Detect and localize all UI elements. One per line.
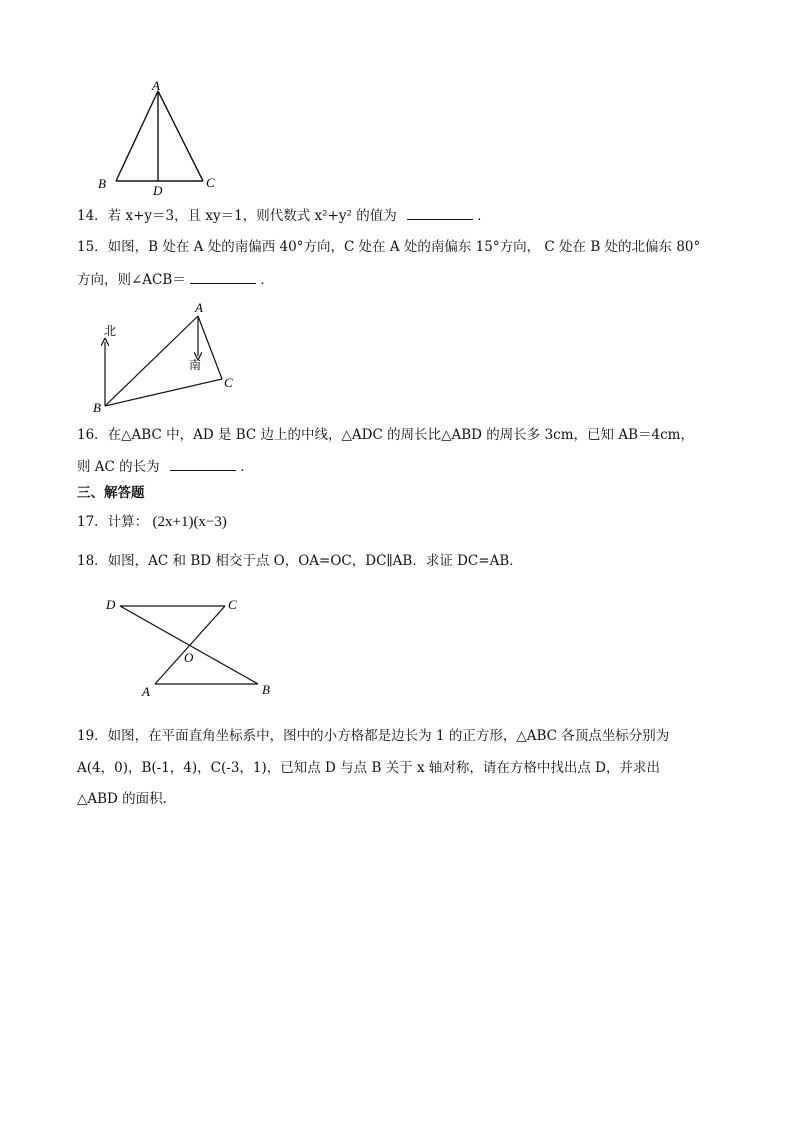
figure-triangle-median <box>90 76 230 198</box>
segment-ba <box>105 316 198 406</box>
label-a: A <box>142 684 150 699</box>
section-heading: 三、解答题 <box>77 485 145 501</box>
segment-db <box>120 606 258 684</box>
question-19-line-2: A(4，0)，B(-1，4)，C(-3，1)，已知点 D 与点 B 关于 x 轴对称，请在方格中找出点 D，并求出 <box>77 760 660 776</box>
label-a: A <box>152 78 160 93</box>
question-14-text: 14．若 x+y＝3，且 xy＝1，则代数式 x²+y² 的值为 <box>77 208 397 224</box>
label-c: C <box>206 175 215 190</box>
expression-left: (2x+1) <box>152 514 194 530</box>
question-14: 14．若 x+y＝3，且 xy＝1，则代数式 x²+y² 的值为 ． <box>77 208 491 224</box>
label-d: D <box>106 597 116 612</box>
label-c: C <box>228 597 237 612</box>
question-19-line-3: △ABD 的面积． <box>77 791 177 807</box>
figure-bearings <box>85 296 245 418</box>
north-label: 北 <box>104 324 117 338</box>
label-b: B <box>262 682 270 697</box>
expression-right: (x−3) <box>193 514 227 530</box>
question-18: 18．如图，AC 和 BD 相交于点 O，OA=OC，DC∥AB．求证 DC=AB． <box>77 553 523 569</box>
label-a: A <box>195 300 203 315</box>
answer-blank-16[interactable] <box>170 457 236 471</box>
question-16-line-2: 则 AC 的长为 ． <box>77 459 254 475</box>
label-c: C <box>224 375 233 390</box>
question-15-line-1: 15．如图，B 处在 A 处的南偏西 40°方向，C 处在 A 处的南偏东 15°方向， C 处在 B 处的北偏东 80° <box>77 239 701 255</box>
question-19-line-1: 19．如图，在平面直角坐标系中，图中的小方格都是边长为 1 的正方形，△ABC 各顶点坐标分别为 <box>77 728 670 744</box>
answer-blank-14[interactable] <box>407 206 473 220</box>
segment-bc <box>105 379 222 406</box>
answer-blank-15[interactable] <box>190 270 256 284</box>
figure-intersecting-segments <box>100 592 290 702</box>
side-ab <box>116 91 158 181</box>
label-o: O <box>184 650 194 665</box>
label-b: B <box>93 400 101 415</box>
label-d: D <box>153 183 163 198</box>
question-17: 17．计算： (2x+1)(x−3) <box>77 514 227 530</box>
segment-ac <box>198 316 222 379</box>
question-16-line-1: 16．在△ABC 中，AD 是 BC 边上的中线，△ADC 的周长比△ABD 的周长多 3cm，已知 AB＝4cm， <box>77 427 694 443</box>
side-ac <box>158 91 203 181</box>
label-b: B <box>98 176 106 191</box>
south-label: 南 <box>189 358 202 372</box>
question-15-line-2: 方向，则∠ACB＝ ． <box>77 272 274 288</box>
